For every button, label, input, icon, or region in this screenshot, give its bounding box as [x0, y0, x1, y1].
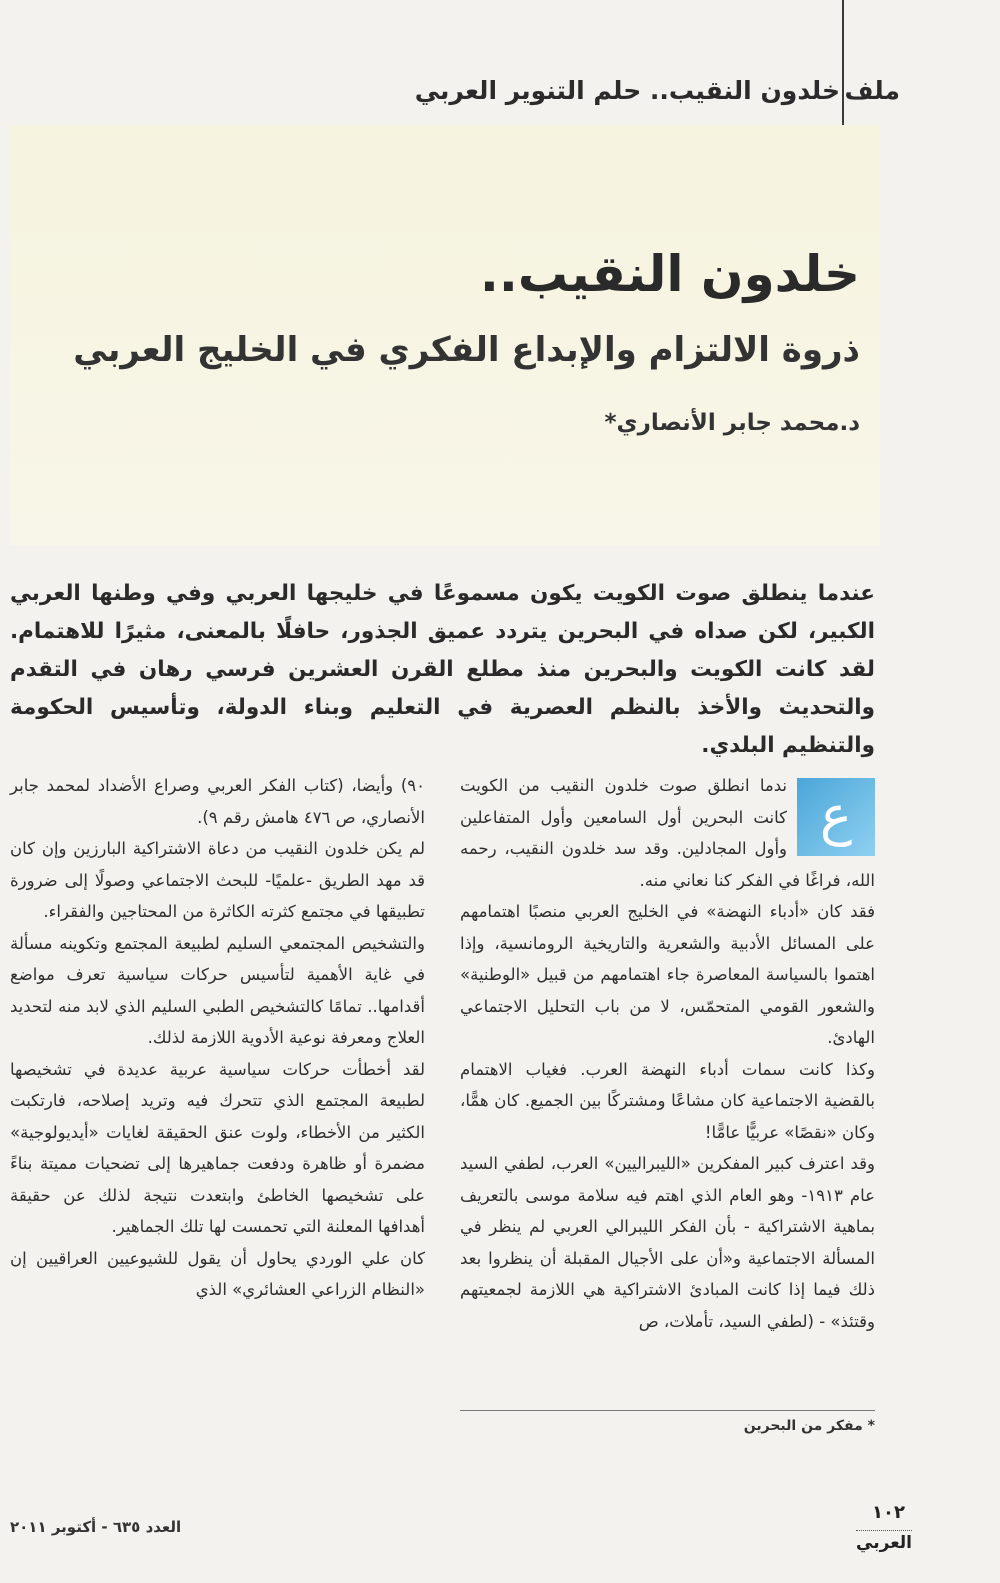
paragraph: ندما انطلق صوت خلدون النقيب من الكويت كانت البحرين أول السامعين وأول المتفاعلين وأول المجادلين. وقد سد خلدون النقيب، رحمه الله، فراغًا في الفكر كنا نعاني منه.: [460, 776, 875, 890]
page-number: ١٠٢: [872, 1502, 905, 1523]
article-author: د.محمد جابر الأنصاري*: [604, 410, 860, 436]
column-right: [460, 770, 875, 1337]
paragraph: والتشخيص المجتمعي السليم لطبيعة المجتمع وتكوينه مسألة في غاية الأهمية لتأسيس حركات سياسية تعرف مواضع أقدامها.. تمامًا كالتشخيص الطبي السليم الذي لابد منه لتحديد العلاج ومعرفة نوعية الأدوية اللازمة لذلك.: [10, 933, 425, 1047]
paragraph: فقد كان «أدباء النهضة» في الخليج العربي منصبًا اهتمامهم على المسائل الأدبية والشعرية والتاريخية الرومانسية، وإذا اهتموا بالسياسة المعاصرة جاء اهتمامهم من قبيل «الوطنية» والشعور القومي المتحمّس، لا من باب التحليل الاجتماعي الهادئ.: [460, 902, 875, 1047]
header-divider: [842, 0, 844, 125]
footnote-divider: [460, 1410, 875, 1411]
article-title: خلدون النقيب..: [479, 245, 860, 303]
paragraph: وقد اعترف كبير المفكرين «الليبراليين» العرب، لطفي السيد عام ١٩١٣- وهو العام الذي اهتم فيه سلامة موسى بالتعريف بماهية الاشتراكية - بأن الفكر الليبرالي العربي لم ينظر في المسألة الاجتماعية و«أن على الأجيال المقبلة أن ينظروا بعد ذلك فيما إذا كانت المبادئ الاشتراكية هي اللازمة لجمعيتهم وقتئذ» - (لطفي السيد، تأملات، ص: [460, 1154, 875, 1331]
author-footnote: * مفكر من البحرين: [743, 1418, 875, 1434]
issue-info: العدد ٦٣٥ - أكتوبر ٢٠١١: [10, 1518, 182, 1536]
paragraph: وكذا كانت سمات أدباء النهضة العرب. فغياب الاهتمام بالقضية الاجتماعية كان مشاعًا ومشتركًا بين الجميع. كان همًّا، وكان «نقصًا» عربيًّا عامًّا!: [460, 1059, 875, 1142]
section-title: خلدون النقيب.. حلم التنوير العربي: [414, 76, 840, 105]
paragraph: كان علي الوردي يحاول أن يقول للشيوعيين العراقيين إن «النظام الزراعي العشائري» الذي: [10, 1248, 425, 1299]
paragraph: لقد أخطأت حركات سياسية عربية عديدة في تشخيصها لطبيعة المجتمع الذي تتحرك فيه وتريد إصلاحه، فارتكبت الكثير من الأخطاء، ولوت عنق الحقيقة لغايات «أيديولوجية» مضمرة أو ظاهرة ودفعت جماهيرها إلى تضحيات مميتة بناءً على تشخيصها الخاطئ وابتعدت نتيجة لذلك عن حقيقة أهدافها المعلنة التي تحمست لها تلك الجماهير.: [10, 1059, 425, 1236]
magazine-logo: العربي: [856, 1530, 912, 1553]
paragraph: ٩٠) وأيضا، (كتاب الفكر العربي وصراع الأضداد لمحمد جابر الأنصاري، ص ٤٧٦ هامش رقم ٩).: [10, 776, 425, 827]
lead-paragraph: عندما ينطلق صوت الكويت يكون مسموعًا في خليجها العربي وفي وطنها العربي الكبير، لكن صداه في البحرين يتردد عميق الجذور، حافلًا بالمعنى، مثيرًا للاهتمام. لقد كانت الكويت والبحرين منذ مطلع القرن العشرين فرسي رهان في التقدم والتحديث والأخذ بالنظم العصرية في التعليم وبناء الدولة، وتأسيس الحكومة والتنظيم البلدي.: [10, 581, 875, 758]
article-subtitle: ذروة الالتزام والإبداع الفكري في الخليج العربي: [73, 330, 860, 370]
paragraph: لم يكن خلدون النقيب من دعاة الاشتراكية البارزين وإن كان قد مهد الطريق -علميًا- للبحث الاجتماعي وصولًا إلى ضرورة تطبيقها في مجتمع كثرته الكاثرة من المحتاجين والفقراء.: [10, 839, 425, 921]
section-label: ملف: [844, 76, 900, 105]
column-left: [10, 770, 425, 1306]
dropcap-letter: ع: [797, 778, 875, 856]
